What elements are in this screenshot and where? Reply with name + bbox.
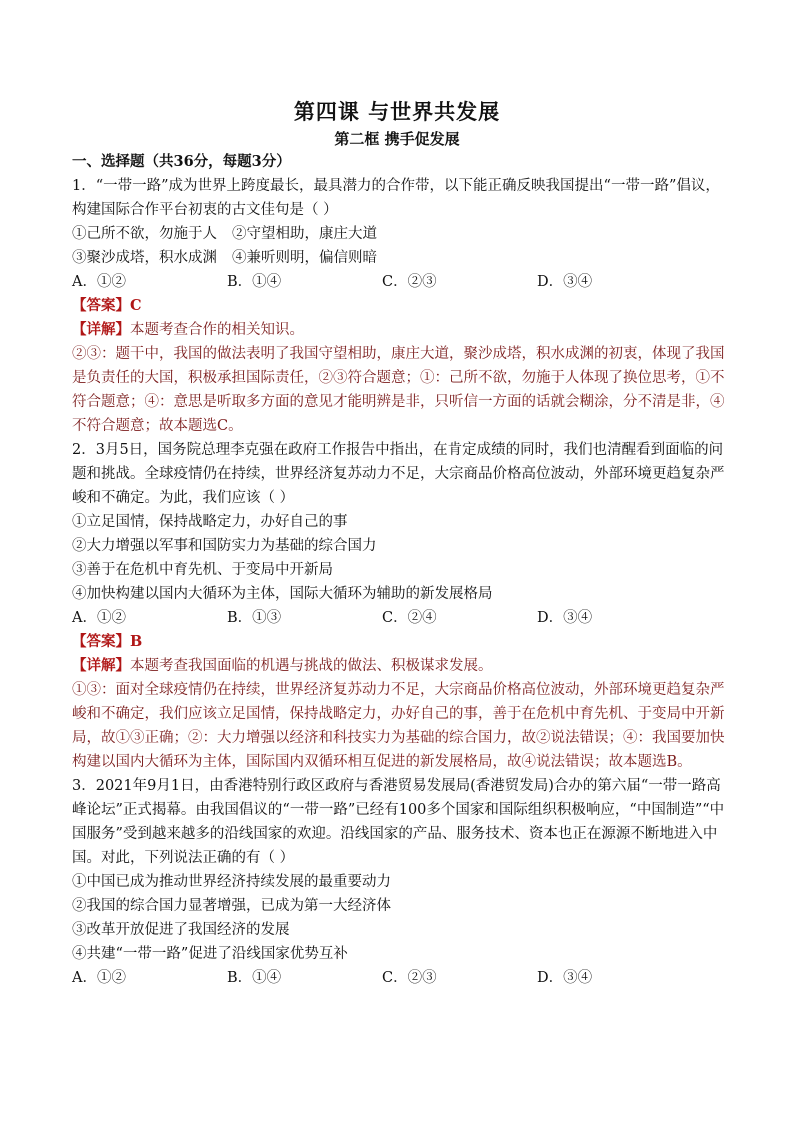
answer-line	[72, 630, 726, 654]
statement: ③善于在危机中育先机、于变局中开新局	[72, 562, 333, 578]
detail-text: ②③：题干中，我国的做法表明了我国守望相助，康庄大道，聚沙成塔，积水成渊的初衷，体现了我国是负责任的大国，积极承担国际责任，②③符合题意；①：己所不欲，勿施于人体现了换位思考，①不符合题意；④：意思是听取多方面的意见才能明辨是非，只听信一方面的话就会糊涂，分不清是非，④不符合题意；故本题选C。	[72, 346, 725, 434]
question-stem: 1．“一带一路”成为世界上跨度最长，最具潜力的合作带，以下能正确反映我国提出“一带一路”倡议，构建国际合作平台初衷的古文佳句是（ ）	[72, 178, 720, 218]
statement-row	[72, 246, 726, 270]
choice-b: B．①③	[227, 610, 282, 626]
statement: ④加快构建以国内大循环为主体，国际大循环为辅助的新发展格局	[72, 586, 493, 602]
answer-line	[72, 294, 726, 318]
statement: ③聚沙成塔，积水成渊	[72, 250, 217, 266]
statement: ①中国已成为推动世界经济持续发展的最重要动力	[72, 874, 391, 890]
choice-b: B．①④	[227, 274, 282, 290]
page-title: 第四课 与世界共发展	[293, 99, 501, 124]
detail-intro-text: 本题考查合作的相关知识。	[130, 322, 304, 338]
statement: ②守望相助，康庄大道	[232, 226, 377, 242]
choice-c: C．②③	[382, 970, 437, 986]
statement: ②大力增强以军事和国防实力为基础的综合国力	[72, 538, 377, 554]
question-stem: 2．3月5日，国务院总理李克强在政府工作报告中指出，在肯定成绩的同时，我们也清醒看到面临的问题和挑战。全球疫情仍在持续，世界经济复苏动力不足，大宗商品价格高位波动，外部环境更趋复杂严峻和不确定。为此，我们应该（ ）	[72, 442, 725, 506]
page-subtitle: 第二框 携手促发展	[334, 130, 460, 148]
answer-tag: 【答案】	[72, 633, 130, 650]
answer-value: B	[130, 633, 143, 650]
choice-d: D．③④	[537, 610, 593, 626]
choice-row	[72, 270, 726, 294]
detail-tag: 【详解】	[72, 321, 130, 338]
choice-row	[72, 606, 726, 630]
choice-b: B．①④	[227, 970, 282, 986]
answer-value: C	[130, 297, 142, 314]
detail-intro	[72, 654, 726, 678]
statement: ④兼听则明，偏信则暗	[232, 250, 377, 266]
answer-tag: 【答案】	[72, 297, 130, 314]
choice-c: C．②④	[382, 610, 437, 626]
choice-d: D．③④	[537, 274, 593, 290]
choice-c: C．②③	[382, 274, 437, 290]
statement: ④共建“一带一路”促进了沿线国家优势互补	[72, 946, 348, 962]
detail-text: ①③：面对全球疫情仍在持续，世界经济复苏动力不足，大宗商品价格高位波动，外部环境更趋复杂严峻和不确定，我们应该立足国情，保持战略定力，办好自己的事，善于在危机中育先机、于变局中开新局，故①③正确；②：大力增强以经济和科技实力为基础的综合国力，故②说法错误；④：我国要加快构建以国内大循环为主体，国际国内双循环相互促进的新发展格局，故④说法错误；故本题选B。	[72, 682, 725, 770]
detail-intro	[72, 318, 726, 342]
statement: ①立足国情，保持战略定力，办好自己的事	[72, 514, 348, 530]
document-body	[72, 150, 726, 990]
choice-d: D．③④	[537, 970, 593, 986]
detail-tag: 【详解】	[72, 657, 130, 674]
choice-a: A．①②	[72, 610, 126, 626]
choice-a: A．①②	[72, 274, 126, 290]
choice-row	[72, 966, 726, 990]
statement-row	[72, 222, 726, 246]
statement: ③改革开放促进了我国经济的发展	[72, 922, 290, 938]
statement: ①己所不欲，勿施于人	[72, 226, 217, 242]
question-stem: 3．2021年9月1日，由香港特别行政区政府与香港贸易发展局(香港贸发局)合办的第六届“一带一路高峰论坛”正式揭幕。由我国倡议的“一带一路”已经有100多个国家和国际组织积极响应，“中国制造”“中国服务”受到越来越多的沿线国家的欢迎。沿线国家的产品、服务技术、资本也正在源源不断地进入中国。对此，下列说法正确的有（ ）	[72, 778, 725, 866]
detail-intro-text: 本题考查我国面临的机遇与挑战的做法、积极谋求发展。	[130, 658, 493, 674]
choice-a: A．①②	[72, 970, 126, 986]
statement: ②我国的综合国力显著增强，已成为第一大经济体	[72, 898, 391, 914]
section-heading: 一、选择题（共36分，每题3分）	[72, 153, 291, 170]
